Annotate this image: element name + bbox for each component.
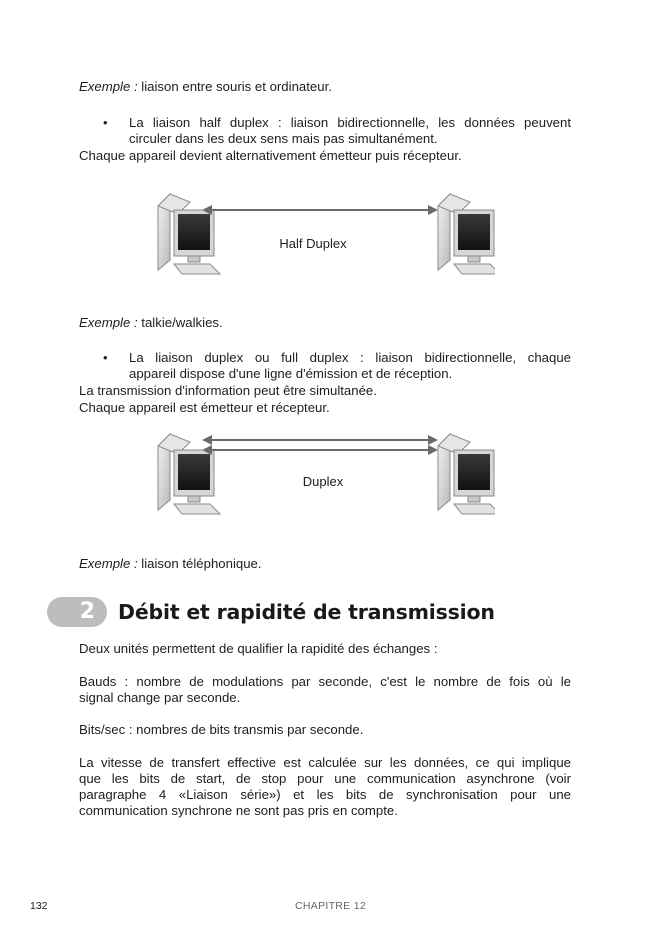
vitesse-line1: La vitesse de transfert effective est calculée sur les données, ce qui implique — [79, 755, 571, 770]
half-duplex-label: Half Duplex — [279, 236, 347, 251]
bauds-line1: Bauds : nombre de modulations par seconde, c'est le nombre de fois où le — [79, 674, 571, 689]
bits-paragraph: Bits/sec : nombres de bits transmis par seconde. — [79, 722, 364, 737]
double-arrow-top-icon — [202, 435, 438, 445]
full-duplex-label: Duplex — [302, 474, 344, 489]
full-duplex-paragraph-1: La transmission d'information peut être simultanée. — [79, 383, 377, 398]
example-telephone — [79, 556, 262, 572]
example-text: talkie/walkies. — [137, 315, 223, 330]
half-duplex-diagram — [150, 184, 495, 284]
section-title: Débit et rapidité de transmission — [118, 600, 495, 624]
example-label: Exemple : — [79, 79, 138, 94]
bullet-dot: • — [103, 115, 108, 130]
example-label: Exemple : — [79, 315, 138, 330]
full-duplex-bullet-line2: appareil dispose d'une ligne d'émission et de réception. — [129, 366, 453, 381]
computer-right-icon — [438, 434, 495, 514]
section-number-badge: 2 — [47, 597, 107, 627]
intro-paragraph: Deux unités permettent de qualifier la rapidité des échanges : — [79, 641, 438, 656]
vitesse-line4: communication synchrone ne sont pas pris en compte. — [79, 803, 398, 818]
half-duplex-bullet-line2: circuler dans les deux sens mais pas simultanément. — [129, 131, 438, 146]
vitesse-line3: paragraphe 4 «Liaison série») et les bits de synchronisation pour une — [79, 787, 571, 802]
full-duplex-diagram — [150, 424, 495, 524]
bullet-dot: • — [103, 350, 108, 365]
chapter-label: CHAPITRE 12 — [295, 900, 366, 912]
example-label: Exemple : — [79, 556, 138, 571]
example-liaison-souris — [79, 79, 332, 95]
full-duplex-paragraph-2: Chaque appareil est émetteur et récepteur. — [79, 400, 330, 415]
double-arrow-icon — [202, 205, 438, 215]
half-duplex-paragraph: Chaque appareil devient alternativement émetteur puis récepteur. — [79, 148, 462, 163]
example-text: liaison téléphonique. — [137, 556, 262, 571]
vitesse-line2: que les bits de start, de stop pour une communication asynchrone (voir — [79, 771, 571, 786]
computer-right-icon — [438, 194, 495, 274]
double-arrow-bottom-icon — [202, 445, 438, 455]
example-talkie — [79, 315, 223, 331]
half-duplex-bullet-line1: La liaison half duplex : liaison bidirectionnelle, les données peuvent — [129, 115, 571, 130]
bauds-line2: signal change par seconde. — [79, 690, 241, 705]
full-duplex-bullet-line1: La liaison duplex ou full duplex : liaison bidirectionnelle, chaque — [129, 350, 571, 365]
example-text: liaison entre souris et ordinateur. — [137, 79, 332, 94]
page-number: 132 — [30, 900, 48, 912]
